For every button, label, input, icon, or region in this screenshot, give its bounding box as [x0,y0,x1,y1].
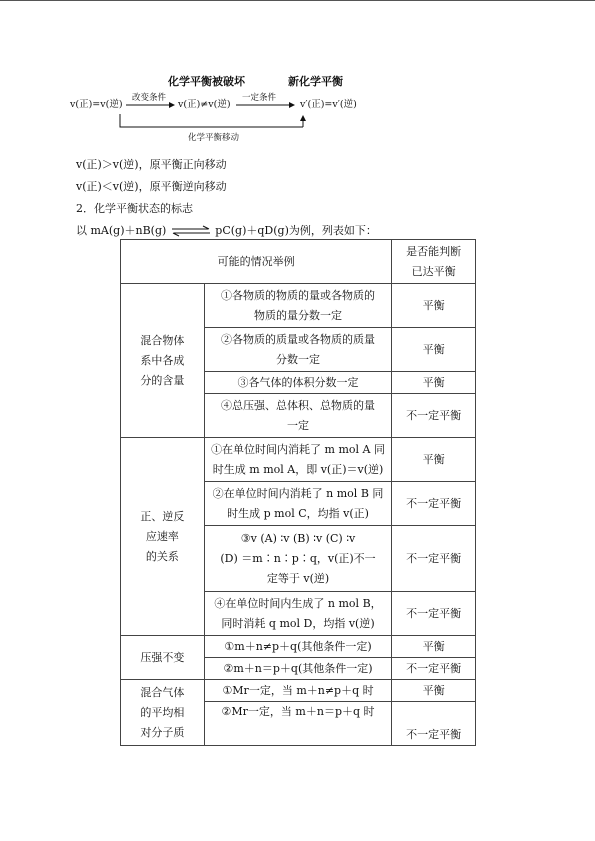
section-heading: 2．化学平衡状态的标志 [76,202,193,215]
row-result: 不一定平衡 [392,482,476,526]
header-judge: 是否能判断 已达平衡 [392,240,476,284]
equilibrium-shift-diagram [70,72,370,154]
left-rate-equation: v(正)=v(逆) [70,99,123,110]
row-description: ①在单位时间内消耗了 m mol A 同 时生成 m mol A，即 v(正)＝v(逆) [204,438,392,482]
forward-shift-line: v(正)＞v(逆)，原平衡正向移动 [76,158,227,171]
row-result: 不一定平衡 [392,592,476,636]
destroyed-label: 化学平衡被破坏 [168,75,245,88]
new-equilibrium-label: 新化学平衡 [288,75,343,88]
row-description: ④总压强、总体积、总物质的量 一定 [204,394,392,438]
intro-products: pC(g)＋qD(g)为例，列表如下： [215,224,377,237]
row-description: ③v (A) ∶v (B) ∶v (C) ∶v (D) ＝m∶n∶p∶q，v(正)不一 定等于 v(逆) [204,526,392,592]
table-row [121,680,476,702]
row-result: 不一定平衡 [392,526,476,592]
reverse-shift-line: v(正)＜v(逆)，原平衡逆向移动 [76,180,227,193]
row-description: ①m＋n≠p＋q(其他条件一定) [204,636,392,658]
fixed-condition-label: 一定条件 [242,93,277,103]
row-result: 平衡 [392,438,476,482]
row-description: ①Mr一定，当 m＋n≠p＋q 时 [204,680,392,702]
row-result: 平衡 [392,328,476,372]
row-description: ③各气体的体积分数一定 [204,372,392,394]
row-result: 不一定平衡 [392,658,476,680]
row-result: 平衡 [392,680,476,702]
header-example: 可能的情况举例 [121,240,392,284]
table-row [121,636,476,658]
group-label-content: 混合物体 系中各成 分的含量 [121,284,205,438]
table-row [121,284,476,328]
row-result: 平衡 [392,372,476,394]
row-result: 平衡 [392,636,476,658]
table-header-row [121,240,476,284]
row-description: ①各物质的物质的量或各物质的 物质的量分数一定 [204,284,392,328]
change-condition-label: 改变条件 [132,93,167,103]
row-description: ④在单位时间内生成了 n mol B， 同时消耗 q mol D，均指 v(逆) [204,592,392,636]
reaction-intro [76,224,377,238]
group-label-rates: 正、逆反 应速率 的关系 [121,438,205,636]
row-description: ②m＋n＝p＋q(其他条件一定) [204,658,392,680]
reversible-arrow-icon [170,224,212,238]
page-top-border [0,0,595,1]
row-result: 不一定平衡 [392,702,476,746]
mid-rate-equation: v(正)≠v(逆) [178,99,231,110]
shift-label: 化学平衡移动 [188,133,240,143]
row-description: ②各物质的质量或各物质的质量 分数一定 [204,328,392,372]
equilibrium-criteria-table [120,239,476,746]
table-row [121,438,476,482]
row-result: 不一定平衡 [392,394,476,438]
intro-reactants: 以 mA(g)＋nB(g) [76,224,167,237]
row-description: ②Mr一定，当 m＋n＝p＋q 时 [204,702,392,746]
right-rate-equation: v′(正)=v′(逆) [300,99,357,110]
row-result: 平衡 [392,284,476,328]
group-label-pressure: 压强不变 [121,636,205,680]
row-description: ②在单位时间内消耗了 n mol B 同 时生成 p mol C，均指 v(正) [204,482,392,526]
group-label-molar-mass: 混合气体 的平均相 对分子质 [121,680,205,746]
